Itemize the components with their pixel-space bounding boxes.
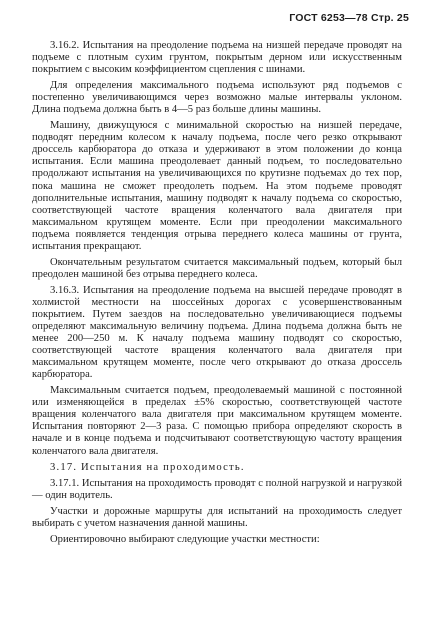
paragraph-test-procedure: Машину, движущуюся с минимальной скоростью на низшей передаче, подводят передним колесом к началу подъема, после чего резко открывают дроссель карбюратора до отказа и удерживают в этом положении до конца испытания. Если машина преодолевает данный подъем, то последовательно продолжают испытания на увеличивающихся по крутизне подъемах до тех пор, пока машина не сможет преодолеть подъем. На этом подъеме проводят дополнительные испытания, машину подводят к началу подъема со скоростью, соответствующей частоте вращения коленчатого вала двигателя при максимальном крутящем моменте. Если при преодолении максимального подъема появляется тенденция отрыва переднего колеса машины от грунта, испытания прекращают. [32, 120, 402, 252]
paragraph-max-slope-method: Для определения максимального подъема используют ряд подъемов с постепенно увеличивающимся через возможно малые интервалы уклоном. Длина подъема должна быть в 4—5 раз больше длины машины. [32, 80, 402, 116]
paragraph-routes: Участки и дорожные маршруты для испытаний на проходимость следует выбирать с учетом назначения данной машины. [32, 505, 402, 529]
section-heading-3-17: 3.17. Испытания на проходимость. [50, 461, 245, 473]
paragraph-max-slope-definition: Максимальным считается подъем, преодолеваемый машиной с постоянной или изменяющейся в пределах ±5% скоростью, соответствующей частоте вращения коленчатого вала двигателя при максимальном крутящем моменте. Испытания повторяют 2—3 раза. С помощью прибора определяют скорость в начале и в конце подъема и подсчитывают соответствующую частоту вращения коленчатого вала двигателя. [32, 385, 402, 457]
paragraph-3-16-2: 3.16.2. Испытания на преодоление подъема на низшей передаче проводят на подъеме с плотным сухим грунтом, покрытым дерном или искусственным покрытием с высоким коэффициентом сцепления с шинами. [32, 40, 402, 76]
paragraph-final-result: Окончательным результатом считается максимальный подъем, который был преодолен машиной без отрыва переднего колеса. [32, 256, 402, 280]
paragraph-3-17-1: 3.17.1. Испытания на проходимость проводят с полной нагрузкой и нагрузкой — один водитель. [32, 477, 402, 501]
body-text [32, 40, 402, 550]
paragraph-3-16-3: 3.16.3. Испытания на преодоление подъема на высшей передаче проводят в холмистой местности на шоссейных дорогах с усовершенствованным покрытием. Путем заездов на последовательно увеличивающиеся подъемы определяют максимальную величину подъема. Длина подъема должна быть не менее 200—250 м. К началу подъема машину подводят со скоростью, соответствующей частоте вращения коленчатого вала двигателя при максимальном крутящем моменте, после чего открывают до отказа дроссель карбюратора. [32, 284, 402, 381]
page-header: ГОСТ 6253—78 Стр. 25 [289, 12, 409, 24]
paragraph-terrain-selection: Ориентировочно выбирают следующие участки местности: [50, 533, 320, 545]
